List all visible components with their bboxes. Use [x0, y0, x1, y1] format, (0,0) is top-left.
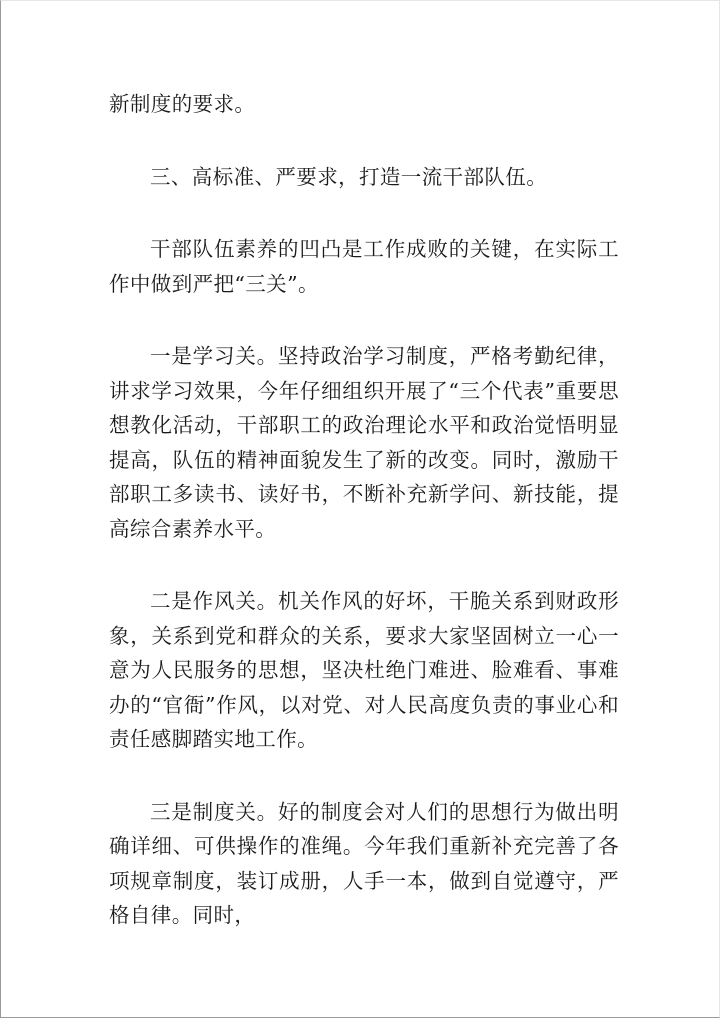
- paragraph-intro: 干部队伍素养的凹凸是工作成败的关键，在实际工作中做到严把“三关”。: [109, 237, 619, 296]
- paragraph-style: 二是作风关。机关作风的好坏，干脆关系到财政形象，关系到党和群众的关系，要求大家坚固树立一心一意为人民服务的思想，坚决杜绝门难进、脸难看、事难办的“官衙”作风，以对党、对人民高度负责的事业心和责任感脚踏实地工作。: [109, 589, 619, 751]
- paragraph-study: 一是学习关。坚持政治学习制度，严格考勤纪律，讲求学习效果，今年仔细组织开展了“三个代表”重要思想教化活动，干部职工的政治理论水平和政治觉悟明显提高，队伍的精神面貌发生了新的改变。同时，激励干部职工多读书、读好书，不断补充新学问、新技能，提高综合素养水平。: [109, 344, 619, 541]
- paragraph-system: 三是制度关。好的制度会对人们的思想行为做出明确详细、可供操作的准绳。今年我们重新补充完善了各项规章制度，装订成册，人手一本，做到自觉遵守，严格自律。同时，: [109, 799, 619, 927]
- section-heading: 三、高标准、严要求，打造一流干部队伍。: [150, 164, 548, 189]
- document-body: [109, 87, 619, 971]
- paragraph-continuation: 新制度的要求。: [109, 92, 256, 116]
